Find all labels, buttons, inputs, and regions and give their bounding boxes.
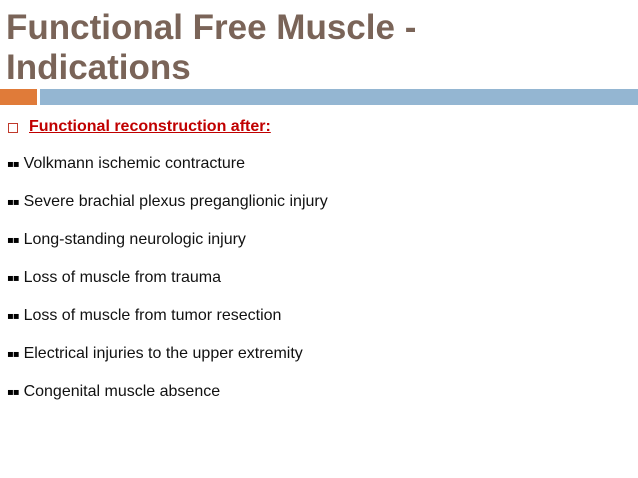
square-bullet-icon: ▪▪ <box>7 310 19 322</box>
square-bullet-icon: ▪▪ <box>7 234 19 246</box>
square-bullet-icon: ▪▪ <box>7 272 19 284</box>
checkbox-bullet-icon <box>8 123 18 133</box>
subheading <box>8 118 271 136</box>
list-item <box>7 306 328 326</box>
list-item <box>7 382 328 402</box>
title-line-1: Functional Free Muscle - <box>6 8 417 47</box>
list-item <box>7 230 328 250</box>
list-item-text: Loss of muscle from tumor resection <box>23 307 282 324</box>
list-item <box>7 154 328 174</box>
list-item-text: Electrical injuries to the upper extremity <box>23 345 303 362</box>
title-line-2: Indications <box>6 48 191 87</box>
list-item-text: Congenital muscle absence <box>23 383 221 400</box>
square-bullet-icon: ▪▪ <box>7 386 19 398</box>
list-item-text: Volkmann ischemic contracture <box>23 155 245 172</box>
accent-bar-orange <box>0 89 37 105</box>
list-item-text: Long-standing neurologic injury <box>23 231 246 248</box>
square-bullet-icon: ▪▪ <box>7 158 19 170</box>
list-item <box>7 268 328 288</box>
list-item <box>7 344 328 364</box>
subheading-text: Functional reconstruction after: <box>29 118 271 135</box>
square-bullet-icon: ▪▪ <box>7 348 19 360</box>
indications-list <box>7 154 328 420</box>
list-item-text: Severe brachial plexus preganglionic injury <box>23 193 328 210</box>
square-bullet-icon: ▪▪ <box>7 196 19 208</box>
list-item-text: Loss of muscle from trauma <box>23 269 221 286</box>
list-item <box>7 192 328 212</box>
slide-title <box>6 8 626 88</box>
accent-bar-blue <box>40 89 638 105</box>
